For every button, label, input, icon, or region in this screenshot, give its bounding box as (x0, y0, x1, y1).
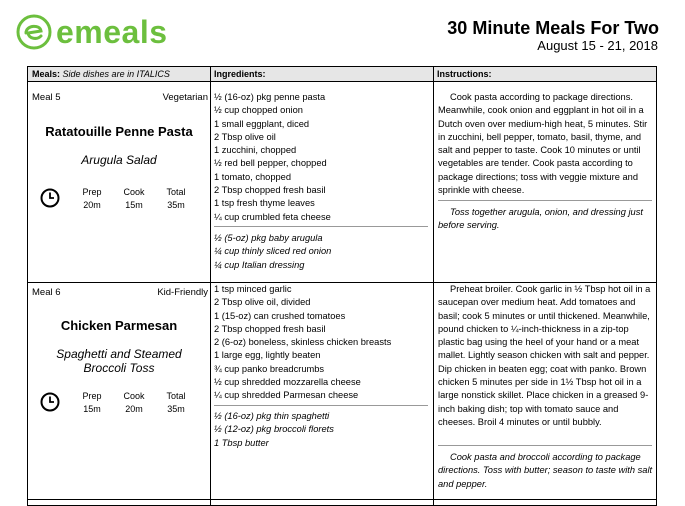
divider (214, 405, 428, 406)
meal-number: Meal 5 (32, 92, 61, 103)
prep-label: Prep (82, 187, 102, 197)
meal-tag: Vegetarian (162, 92, 208, 103)
meal-name: Chicken Parmesan (60, 318, 178, 333)
ingredient: 1 (15-oz) can crushed tomatoes (214, 310, 346, 321)
ingredient: ½ cup chopped onion (214, 105, 303, 116)
ingredient: 1 tomato, chopped (214, 171, 292, 182)
ingredient: 2 Tbsp olive oil (214, 131, 276, 142)
ingredient: 1 zucchini, chopped (214, 145, 297, 156)
ingredient: 1 large egg, lightly beaten (214, 350, 321, 361)
instructions (438, 283, 653, 429)
ingredient: ¼ cup thinly sliced red onion (214, 246, 332, 257)
instructions-column-header: Instructions: (437, 69, 492, 79)
ingredient: ½ cup shredded mozzarella cheese (214, 377, 361, 388)
ingredient: 2 Tbsp chopped fresh basil (214, 185, 326, 196)
prep-time: 15m (83, 404, 101, 414)
side-ingredients-list (214, 232, 434, 272)
side-instructions: Cook pasta and broccoli according to package directions. Toss with butter; season to taste with salt and pepper. (438, 452, 653, 489)
ingredient: ½ (12-oz) pkg broccoli florets (214, 424, 334, 435)
prep-label: Prep (82, 391, 102, 401)
total-time: 35m (167, 200, 185, 210)
ingredient: 1 small eggplant, diced (214, 118, 310, 129)
side-instructions: Toss together arugula, onion, and dressing just before serving. (438, 207, 643, 231)
total-label: Total (166, 391, 186, 401)
ingredient: ¼ cup crumbled feta cheese (214, 211, 331, 222)
ingredients-column-header: Ingredients: (214, 69, 266, 79)
ingredient: ½ red bell pepper, chopped (214, 158, 327, 169)
cook-label: Cook (123, 391, 145, 401)
clock-icon (40, 392, 60, 412)
date-range: August 15 - 21, 2018 (537, 38, 658, 53)
meal-number: Meal 6 (32, 287, 61, 298)
ingredient: ½ (16-oz) pkg penne pasta (214, 92, 326, 102)
ingredient: 2 Tbsp chopped fresh basil (214, 323, 326, 334)
main-instructions: Preheat broiler. Cook garlic in ½ Tbsp hot oil in a saucepan over medium heat. Add tomatoes and basil; cook 5 minutes or until thickened. Meanwhile, pound chicken to ¼-inch-thickness in a zip-top plastic bag using the heel of your hand or a meat mallet. Lightly season chicken with salt and pepper. Dip chicken in beaten egg; coat with panko. Brown chicken 5 minutes per side in 1½ Tbsp hot oil in a large nonstick skillet. Place chicken in a greased 9-inch baking dish; top with tomato sauce and cheeses. Broil 4 minutes or until bubbly. (438, 284, 651, 427)
emeals-logo (16, 14, 168, 50)
divider (214, 226, 428, 227)
side-dish: Spaghetti and Steamed Broccoli Toss (56, 347, 182, 375)
total-label: Total (166, 187, 186, 197)
total-time: 35m (167, 404, 185, 414)
ingredient: ¼ cup Italian dressing (214, 259, 305, 270)
side-ingredients-list (214, 410, 434, 450)
ingredient: 1 tsp minced garlic (214, 284, 292, 294)
prep-time: 20m (83, 200, 101, 210)
brand-name: emeals (56, 14, 168, 50)
ingredient: 2 (6-oz) boneless, skinless chicken breasts (214, 337, 392, 348)
ingredient: 1 tsp fresh thyme leaves (214, 198, 315, 209)
ingredients-list (214, 91, 434, 224)
page-title: 30 Minute Meals For Two (447, 18, 659, 38)
meal-plan-table (27, 66, 657, 506)
emeals-logo-icon (16, 14, 52, 50)
divider (438, 200, 652, 201)
ingredient: ¼ cup shredded Parmesan cheese (214, 390, 359, 401)
ingredient: 2 Tbsp olive oil, divided (214, 297, 311, 308)
ingredients-list (214, 283, 434, 403)
meal-name: Ratatouille Penne Pasta (45, 124, 193, 139)
divider (438, 445, 652, 446)
clock-icon (40, 188, 60, 208)
cook-time: 20m (125, 404, 143, 414)
ingredient: ½ (5-oz) pkg baby arugula (214, 233, 323, 243)
ingredient: ½ (16-oz) pkg thin spaghetti (214, 411, 330, 421)
instructions (438, 91, 653, 197)
meals-column-header: Meals: Side dishes are in ITALICS (32, 69, 170, 79)
meal-tag: Kid-Friendly (157, 287, 208, 298)
cook-time: 15m (125, 200, 143, 210)
side-dish: Arugula Salad (81, 153, 157, 167)
ingredient: 1 Tbsp butter (214, 437, 269, 448)
ingredient: ¾ cup panko breadcrumbs (214, 363, 325, 374)
cook-label: Cook (123, 187, 145, 197)
main-instructions: Cook pasta according to package directions. Meanwhile, cook onion and eggplant in hot oil in a Dutch oven over medium-high heat, 5 minutes. Stir in zucchini, bell pepper, tomato, basil, thyme, and salt and pepper to taste. Cook 10 minutes or until vegetables are tender. Cook pasta according to package directions; toss with veggie mixture and sprinkle with cheese. (438, 92, 648, 196)
